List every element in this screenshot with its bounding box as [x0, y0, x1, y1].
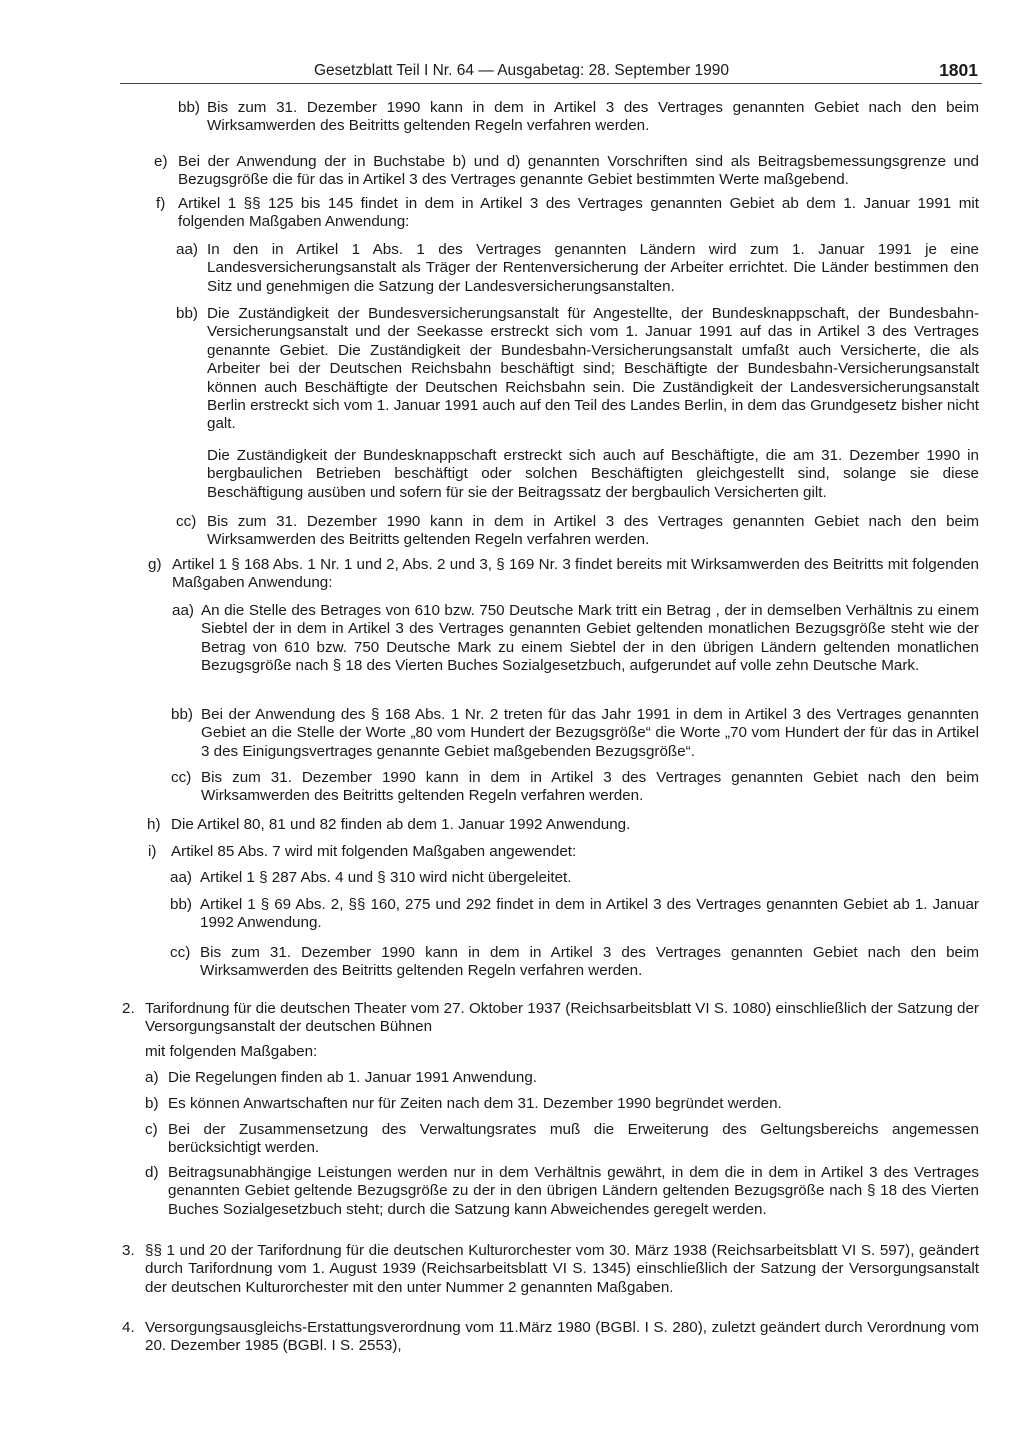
- item-label: cc): [170, 944, 191, 961]
- item-label: aa): [176, 241, 198, 258]
- item-e: [154, 153, 979, 190]
- item-label: g): [148, 556, 162, 573]
- item-label: 4.: [122, 1319, 135, 1336]
- item-text: Die Regelungen finden ab 1. Januar 1991 Anwendung.: [168, 1069, 538, 1086]
- page-number: 1801: [939, 60, 978, 80]
- item-i: [148, 843, 979, 861]
- header-rule: [120, 83, 982, 84]
- item-text: Bei der Anwendung der in Buchstabe b) und d) genannten Vorschriften sind als Beitragsbemessungsgrenze und Bezugsgröße die für das in Artikel 3 des Vertrages genannte Gebiet bestimmten Werte maßgebend.: [178, 153, 979, 189]
- item-text: Artikel 1 §§ 125 bis 145 findet in dem in Artikel 3 des Vertrages genannten Gebiet ab dem 1. Januar 1991 mit folgenden Maßgaben Anwendung:: [178, 195, 979, 231]
- item-2-c: [145, 1121, 979, 1158]
- item-label: 3.: [122, 1242, 135, 1259]
- item-label: bb): [176, 305, 198, 322]
- item-text: An die Stelle des Betrages von 610 bzw. 750 Deutsche Mark tritt ein Betrag , der in demselben Verhältnis zu einem Siebtel der in dem in Artikel 3 des Vertrages genannten Gebiet geltenden monatlichen Bezugsgröße steht wie der Betrag von 610 bzw. 750 Deutsche Mark zu einem Siebtel der in den übrigen Ländern geltenden monatlichen Bezugsgröße nach § 18 des Vierten Buches Sozialgesetzbuch, aufgerundet auf volle zehn Deutsche Mark.: [201, 602, 979, 675]
- item-label: aa): [170, 869, 192, 886]
- item-f-bb: [176, 305, 979, 434]
- item-g: [148, 556, 979, 593]
- item-text: §§ 1 und 20 der Tarifordnung für die deutschen Kulturorchester vom 30. März 1938 (Reichsarbeitsblatt VI S. 597), geändert durch Tarifordnung vom 1. August 1939 (Reichsarbeitsblatt VI S. 1345) einschließlich der Satzung der Versorgungsanstalt der deutschen Kulturorchester mit den unter Nummer 2 genannten Maßgaben.: [145, 1242, 979, 1296]
- item-text: Bei der Anwendung des § 168 Abs. 1 Nr. 2 treten für das Jahr 1991 in dem in Artikel 3 des Vertrages genannten Gebiet an die Stelle der Worte „80 vom Hundert der Bezugsgröße“ die Worte „70 vom Hundert der für das in Artikel 3 des Einigungsvertrages genannte Gebiet maßgebenden Bezugsgröße“.: [201, 706, 979, 760]
- item-text: Bis zum 31. Dezember 1990 kann in dem in Artikel 3 des Vertrages genannten Gebiet nach den beim Wirksamwerden des Beitritts geltenden Regeln verfahren werden.: [201, 769, 979, 805]
- item-4: [122, 1319, 979, 1356]
- item-text: Artikel 85 Abs. 7 wird mit folgenden Maßgaben angewendet:: [171, 843, 577, 860]
- item-text: Beitragsunabhängige Leistungen werden nur in dem Verhältnis gewährt, in dem die in dem in Artikel 3 des Vertrages genannten Gebiet geltende Bezugsgröße zu der in den übrigen Ländern geltenden Bezugsgröße nach § 18 des Vierten Buches Sozialgesetzbuch steht; durch die Satzung kann Abweichendes geregelt werden.: [168, 1164, 979, 1218]
- item-i-aa: [170, 869, 979, 887]
- page-header: [120, 56, 982, 86]
- item-text: Artikel 1 § 168 Abs. 1 Nr. 1 und 2, Abs. 2 und 3, § 169 Nr. 3 findet bereits mit Wirksamwerden des Beitritts mit folgenden Maßgaben Anwendung:: [172, 556, 979, 592]
- item-f: [156, 195, 979, 232]
- item-label: cc): [171, 769, 192, 786]
- item-d-bb: [178, 99, 979, 136]
- item-text: Versorgungsausgleichs-Erstattungsverordnung vom 11.März 1980 (BGBl. I S. 280), zuletzt geändert durch Verordnung vom 20. Dezember 1985 (BGBl. I S. 2553),: [145, 1319, 979, 1355]
- item-label: c): [145, 1121, 158, 1138]
- item-label: bb): [171, 706, 193, 723]
- item-f-bb-paragraph: Die Zuständigkeit der Bundesknappschaft erstreckt sich auch auf Beschäftigte, die am 31. Dezember 1990 in bergbaulichen Betrieben beschäftigt oder solchen Beschäftigten gleichgestellt sind, solange sie diese Beschäftigung ausüben und sofern für sie der Beitragssatz der bergbaulich Versicherten gilt.: [207, 447, 979, 501]
- item-label: bb): [170, 896, 192, 913]
- item-text: Artikel 1 § 287 Abs. 4 und § 310 wird nicht übergeleitet.: [200, 869, 572, 886]
- item-text: Tarifordnung für die deutschen Theater vom 27. Oktober 1937 (Reichsarbeitsblatt VI S. 1080) einschließlich der Satzung der Versorgungsanstalt der deutschen Bühnen: [145, 1000, 979, 1036]
- item-label: h): [147, 816, 161, 833]
- item-text: Bis zum 31. Dezember 1990 kann in dem in Artikel 3 des Vertrages genannten Gebiet nach den beim Wirksamwerden des Beitritts geltenden Regeln verfahren werden.: [207, 513, 979, 549]
- item-i-bb: [170, 896, 979, 933]
- item-label: bb): [178, 99, 200, 116]
- item-text: In den in Artikel 1 Abs. 1 des Vertrages genannten Ländern wird zum 1. Januar 1991 je eine Landesversicherungsanstalt als Träger der Rentenversicherung der Arbeiter errichtet. Die Länder bestimmen den Sitz und genehmigen die Satzung der Landesversicherungsanstalten.: [207, 241, 979, 295]
- item-label: d): [145, 1164, 159, 1181]
- item-text: Bis zum 31. Dezember 1990 kann in dem in Artikel 3 des Vertrages genannten Gebiet nach den beim Wirksamwerden des Beitritts geltenden Regeln verfahren werden.: [200, 944, 979, 980]
- item-i-cc: [170, 944, 979, 981]
- item-label: i): [148, 843, 157, 860]
- item-3: [122, 1242, 979, 1297]
- item-text: Es können Anwartschaften nur für Zeiten nach dem 31. Dezember 1990 begründet werden.: [168, 1095, 782, 1112]
- item-2: [122, 1000, 979, 1037]
- item-label: aa): [172, 602, 194, 619]
- item-2-a: [145, 1069, 979, 1087]
- item-g-bb: [171, 706, 979, 761]
- item-2-b: [145, 1095, 979, 1113]
- item-text: Artikel 1 § 69 Abs. 2, §§ 160, 275 und 292 findet in dem in Artikel 3 des Vertrages genannten Gebiet ab 1. Januar 1992 Anwendung.: [200, 896, 979, 932]
- item-label: a): [145, 1069, 159, 1086]
- item-2-intro: mit folgenden Maßgaben:: [145, 1043, 318, 1060]
- item-label: b): [145, 1095, 159, 1112]
- item-f-cc: [176, 513, 979, 550]
- item-text: Die Artikel 80, 81 und 82 finden ab dem 1. Januar 1992 Anwendung.: [171, 816, 631, 833]
- header-title: Gesetzblatt Teil I Nr. 64 — Ausgabetag: 28. September 1990: [314, 62, 730, 79]
- item-text: Die Zuständigkeit der Bundesversicherungsanstalt für Angestellte, der Bundesknappschaft, der Bundesbahn-Versicherungsanstalt und der Seekasse erstreckt sich vom 1. Januar 1991 auf das in Artikel 3 des Vertrages genannte Gebiet. Die Zuständigkeit der Bundesbahn-Versicherungsanstalt umfaßt auch Versicherte, die als Arbeiter bei der Deutschen Reichsbahn beschäftigt sind; Beschäftigte der Bundesbahn-Versicherungsanstalt können auch Beschäftigte der Deutschen Reichsbahn sein. Die Zuständigkeit der Landesversicherungsanstalt Berlin erstreckt sich vom 1. Januar 1991 auch auf den Teil des Landes Berlin, in dem das Grundgesetz bisher nicht galt.: [207, 305, 979, 433]
- item-h: [147, 816, 979, 834]
- item-g-cc: [171, 769, 979, 806]
- item-text: Bis zum 31. Dezember 1990 kann in dem in Artikel 3 des Vertrages genannten Gebiet nach den beim Wirksamwerden des Beitritts geltenden Regeln verfahren werden.: [207, 99, 979, 135]
- item-f-aa: [176, 241, 979, 296]
- item-label: f): [156, 195, 166, 212]
- item-label: cc): [176, 513, 197, 530]
- item-label: 2.: [122, 1000, 135, 1017]
- item-label: e): [154, 153, 168, 170]
- item-2-d: [145, 1164, 979, 1219]
- item-g-aa: [172, 602, 979, 676]
- item-text: Bei der Zusammensetzung des Verwaltungsrates muß die Erweiterung des Geltungsbereichs angemessen berücksichtigt werden.: [168, 1121, 979, 1157]
